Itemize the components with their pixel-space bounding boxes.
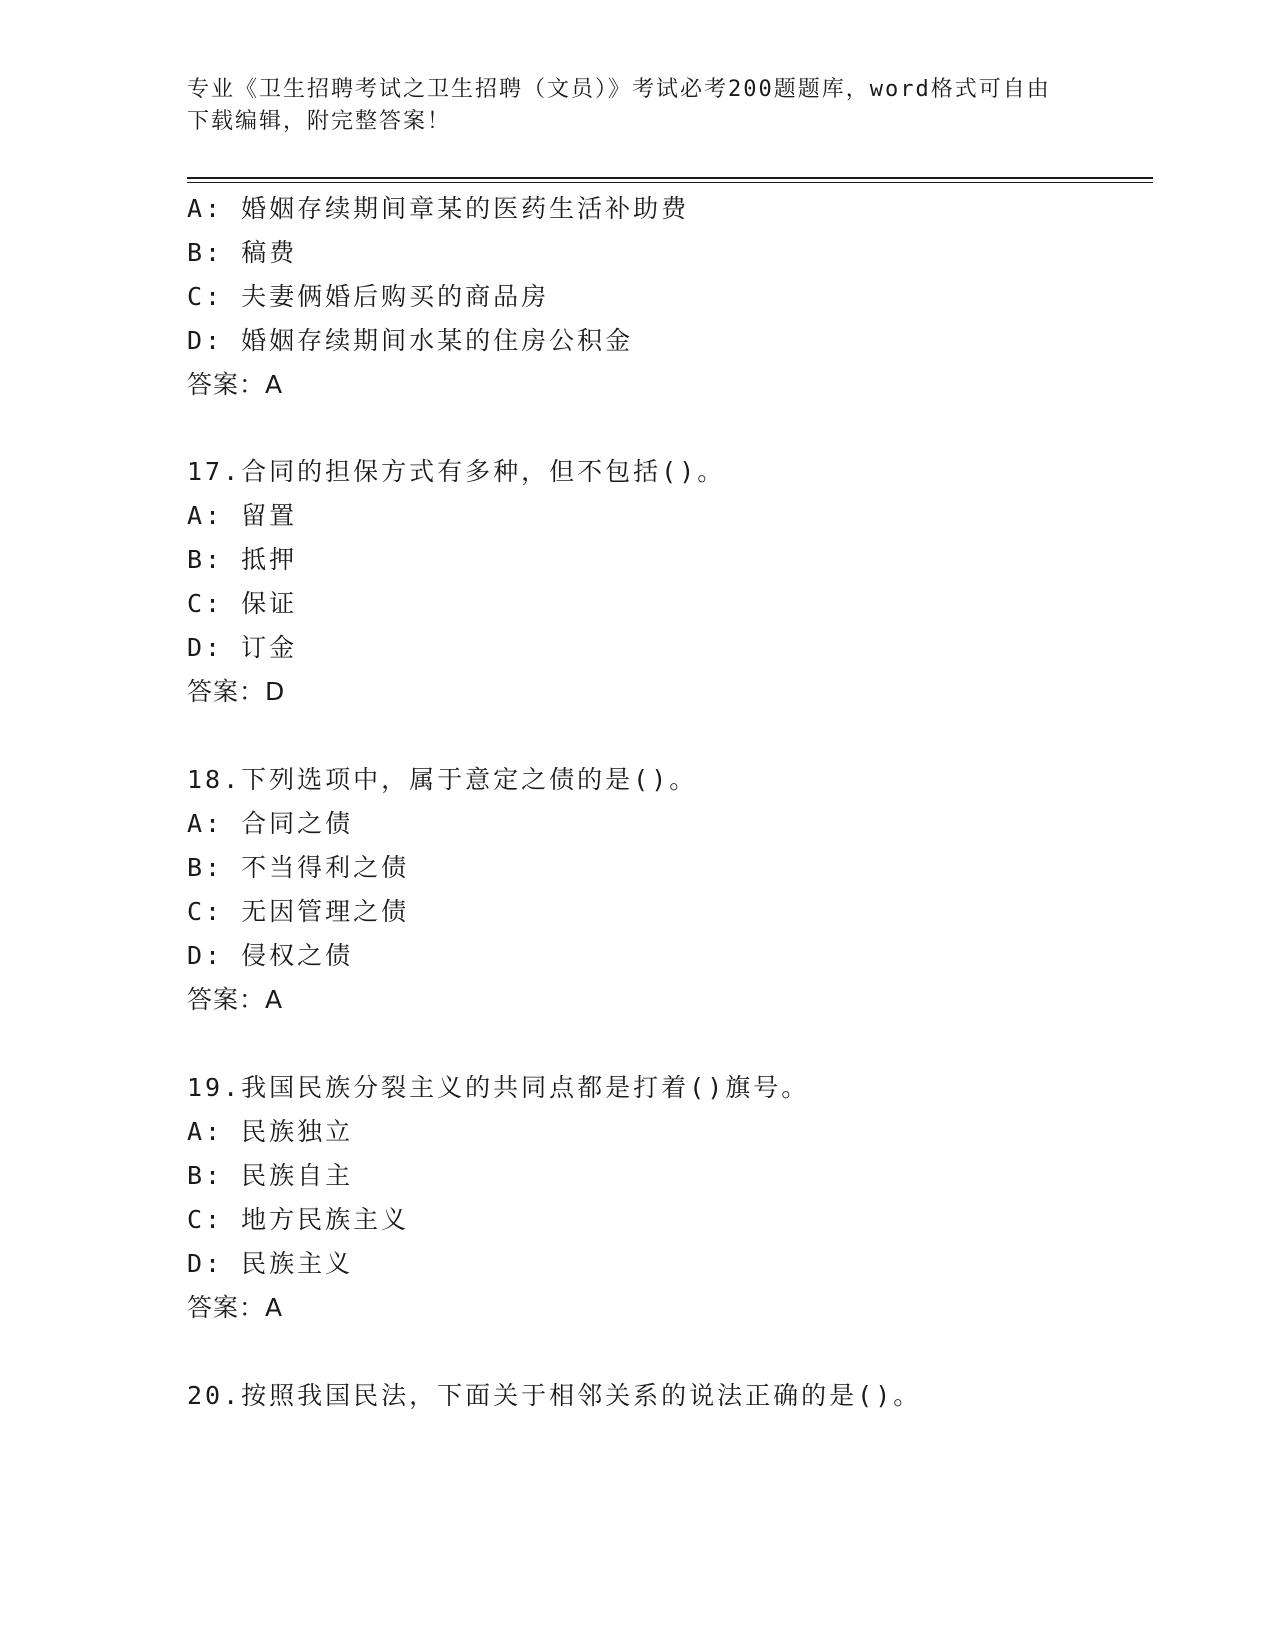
option-a: A: 留置 <box>187 501 298 530</box>
option-c: C: 保证 <box>187 589 298 618</box>
answer-line: 答案：A <box>187 1293 284 1322</box>
question-18-stem: 18.下列选项中，属于意定之债的是()。 <box>187 765 698 794</box>
option-d: D: 侵权之债 <box>187 941 354 970</box>
option-b: B: 稿费 <box>187 238 298 267</box>
answer-line: 答案：A <box>187 985 284 1014</box>
header-rule-thin <box>187 182 1153 183</box>
header-rule-thick <box>187 177 1153 179</box>
option-b: B: 民族自主 <box>187 1161 354 1190</box>
option-d: D: 订金 <box>187 633 298 662</box>
option-d: D: 民族主义 <box>187 1249 354 1278</box>
option-b: B: 抵押 <box>187 545 298 574</box>
document-header: 专业《卫生招聘考试之卫生招聘（文员）》考试必考200题题库，word格式可自由下载编辑，附完整答案！ <box>187 77 1051 134</box>
option-c: C: 地方民族主义 <box>187 1205 410 1234</box>
answer-line: 答案：A <box>187 370 284 399</box>
option-c: C: 无因管理之债 <box>187 897 410 926</box>
option-a: A: 合同之债 <box>187 809 354 838</box>
question-19-stem: 19.我国民族分裂主义的共同点都是打着()旗号。 <box>187 1073 810 1102</box>
question-17-stem: 17.合同的担保方式有多种，但不包括()。 <box>187 457 726 486</box>
question-20-stem: 20.按照我国民法，下面关于相邻关系的说法正确的是()。 <box>187 1381 922 1410</box>
option-b: B: 不当得利之债 <box>187 853 410 882</box>
option-a: A: 婚姻存续期间章某的医药生活补助费 <box>187 194 690 223</box>
option-d: D: 婚姻存续期间水某的住房公积金 <box>187 326 634 355</box>
option-a: A: 民族独立 <box>187 1117 354 1146</box>
answer-line: 答案：D <box>187 677 286 706</box>
option-c: C: 夫妻俩婚后购买的商品房 <box>187 282 550 311</box>
